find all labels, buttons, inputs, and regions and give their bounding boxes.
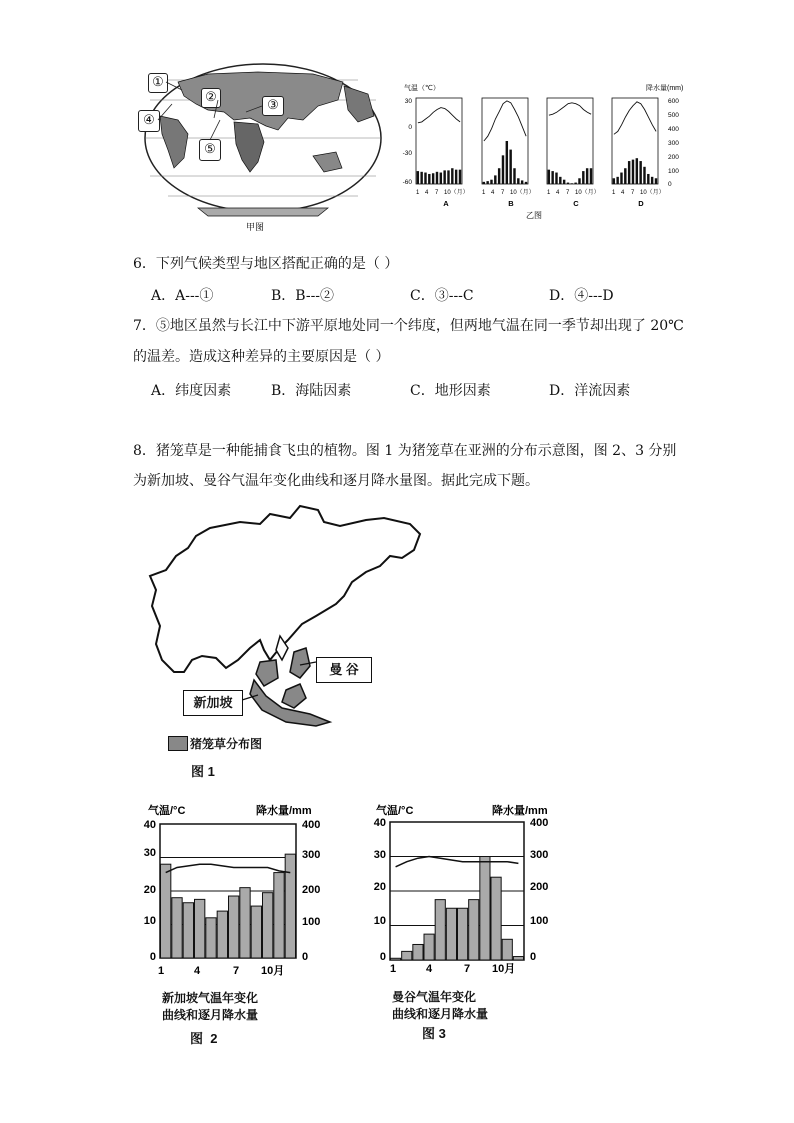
fig2-month-tick: 7: [233, 965, 240, 977]
precip-bar: [285, 854, 295, 958]
precip-bar: [413, 944, 423, 960]
fig2-month-tick: 1: [158, 965, 165, 977]
singapore-climate-chart: [140, 800, 340, 980]
fig2-precip-tick: 300: [302, 849, 321, 861]
legend-swatch: [168, 736, 188, 751]
yi-precip-bar: [559, 177, 561, 184]
yi-precip-tick: 200: [668, 154, 679, 161]
bangkok-climate-chart: [368, 800, 568, 980]
yi-precip-bar: [490, 180, 492, 184]
yi-month-tick: 1: [547, 190, 551, 196]
fig2-temp-tick: 10: [143, 915, 156, 927]
yi-precip-bar: [613, 178, 615, 184]
yi-precip-bar: [498, 168, 500, 184]
fig2-temp-tick: 20: [143, 884, 156, 896]
yi-precip-bar: [586, 168, 588, 184]
fig3-caption: 图 3: [422, 1026, 446, 1041]
q7-stem-line2: 的温差。造成这种差异的主要原因是（ ）: [133, 349, 390, 365]
precip-bar: [480, 857, 490, 961]
fig2-right-label: 降水量/mm: [256, 805, 312, 817]
yi-precip-bar: [551, 171, 553, 184]
yi-month-tick: 10（月）: [444, 190, 469, 196]
precip-bar: [458, 908, 468, 960]
fig3-temp-tick: 0: [379, 951, 386, 963]
precip-bar: [183, 903, 193, 958]
precip-bar: [240, 888, 250, 958]
fig2-left-label: 气温/°C: [148, 805, 186, 817]
yi-precip-bar: [483, 182, 485, 184]
yi-precip-bar: [655, 178, 657, 184]
fig2-caption: 图 2: [190, 1031, 218, 1046]
marker-4: ④: [138, 110, 160, 132]
fig2-precip-tick: 0: [302, 951, 309, 963]
fig2-precip-tick: 400: [302, 819, 321, 831]
yi-panel-frame: [482, 98, 528, 184]
precip-bar: [206, 918, 216, 958]
climate-charts-yi: [398, 80, 690, 220]
fig2-precip-tick: 100: [302, 916, 321, 928]
q6-option-b[interactable]: B．B---②: [271, 288, 335, 304]
fig3-right-label: 降水量/mm: [492, 805, 548, 817]
yi-temp-tick: -60: [402, 179, 412, 186]
yi-panel-label-a: A: [443, 199, 449, 208]
q6-option-d[interactable]: D．④---D: [549, 288, 614, 304]
yi-precip-bar: [502, 155, 504, 184]
q7-option-c[interactable]: C．地形因素: [410, 383, 491, 399]
yi-precip-bar: [578, 178, 580, 184]
q7-stem-line1: 7．⑤地区虽然与长江中下游平原地处同一个纬度，但两地气温在同一季节却出现了 20℃: [133, 318, 684, 334]
precip-bar: [229, 896, 239, 958]
fig3-title-line1: 曼谷气温年变化: [392, 990, 477, 1004]
q7-option-a[interactable]: A．纬度因素: [151, 383, 232, 399]
yi-precip-bar: [525, 182, 527, 184]
fig3-temp-tick: 20: [373, 881, 386, 893]
fig2-month-tick: 4: [194, 965, 201, 977]
precip-bar: [274, 873, 284, 958]
yi-precip-bar: [447, 170, 449, 184]
yi-month-tick: 7: [631, 190, 635, 196]
yi-precip-bar: [509, 150, 511, 184]
fig2-temp-tick: 30: [143, 847, 156, 859]
yi-precip-bar: [420, 172, 422, 184]
yi-precip-bar: [620, 173, 622, 184]
yi-precip-bar: [417, 171, 419, 184]
yi-precip-bar: [628, 161, 630, 184]
yi-precip-tick: 0: [668, 181, 672, 188]
fig2-temp-tick: 0: [149, 951, 156, 963]
yi-precip-bar: [436, 172, 438, 184]
yi-right-axis-label: 降水量(mm): [646, 85, 684, 92]
fig3-title-line2: 曲线和逐月降水量: [392, 1007, 489, 1021]
precip-bar: [217, 911, 227, 958]
fig3-temp-tick: 40: [373, 817, 386, 829]
yi-month-tick: 7: [435, 190, 439, 196]
yi-precip-bar: [639, 161, 641, 184]
marker-leaders: [138, 60, 388, 232]
yi-precip-bar: [451, 168, 453, 184]
yi-precip-bar: [590, 168, 592, 184]
fig2-month-tick: 10月: [261, 965, 285, 977]
precip-bar: [251, 906, 261, 958]
yi-precip-bar: [521, 180, 523, 184]
yi-left-axis-label: 气温（℃）: [404, 85, 440, 92]
fig2-title-line2: 曲线和逐月降水量: [162, 1008, 259, 1022]
yi-month-tick: 4: [621, 190, 625, 196]
marker-2: ②: [201, 88, 221, 108]
precip-bar: [172, 898, 182, 958]
yi-precip-bar: [647, 174, 649, 184]
yi-precip-bar: [651, 177, 653, 184]
precip-bar: [391, 958, 401, 960]
fig3-month-tick: 1: [390, 963, 397, 975]
yi-precip-bar: [428, 174, 430, 184]
yi-precip-bar: [455, 170, 457, 184]
yi-month-tick: 10（月）: [575, 190, 600, 196]
fig1-caption: 图 1: [191, 764, 215, 779]
yi-panel-label-c: C: [573, 199, 579, 208]
map-caption: 甲图: [246, 222, 265, 232]
fig3-temp-tick: 30: [373, 849, 386, 861]
yi-precip-bar: [443, 170, 445, 184]
yi-month-tick: 4: [556, 190, 560, 196]
fig3-precip-tick: 300: [530, 849, 549, 861]
marker-1: ①: [148, 73, 168, 93]
yi-panel-label-d: D: [638, 199, 644, 208]
fig3-month-tick: 4: [426, 963, 433, 975]
yi-precip-bar: [548, 170, 550, 184]
yi-month-tick: 1: [612, 190, 616, 196]
fig3-month-tick: 10月: [492, 963, 516, 975]
precip-bar: [446, 908, 456, 960]
yi-precip-bar: [582, 171, 584, 184]
yi-month-tick: 4: [425, 190, 429, 196]
yi-precip-bar: [574, 183, 576, 184]
fig2-precip-tick: 200: [302, 884, 321, 896]
yi-precip-tick: 300: [668, 140, 679, 147]
legend-label: 猪笼草分布图: [190, 737, 263, 751]
label-bangkok: 曼 谷: [316, 657, 372, 683]
yi-temp-tick: 30: [404, 98, 412, 105]
fig3-left-label: 气温/°C: [376, 805, 414, 817]
yi-precip-tick: 600: [668, 98, 679, 105]
yi-precip-bar: [616, 177, 618, 184]
fig2-title-line1: 新加坡气温年变化: [162, 991, 259, 1005]
yi-precip-bar: [486, 181, 488, 184]
precip-bar: [195, 899, 205, 958]
fig3-temp-tick: 10: [373, 915, 386, 927]
yi-month-tick: 7: [501, 190, 505, 196]
yi-month-tick: 1: [416, 190, 420, 196]
q7-option-b[interactable]: B．海陆因素: [271, 383, 352, 399]
precip-bar: [513, 957, 523, 960]
precip-bar: [161, 864, 171, 958]
fig2-temp-tick: 40: [143, 819, 156, 831]
fig3-precip-tick: 200: [530, 881, 549, 893]
yi-precip-bar: [632, 160, 634, 184]
fig3-precip-tick: 400: [530, 817, 549, 829]
yi-temp-tick: -30: [402, 150, 412, 157]
yi-panel-frame: [612, 98, 658, 184]
precip-bar: [263, 893, 273, 958]
precip-bar: [435, 900, 445, 960]
yi-precip-bar: [636, 158, 638, 184]
yi-caption: 乙图: [526, 211, 542, 220]
precip-bar: [502, 939, 512, 960]
fig3-precip-tick: 100: [530, 915, 549, 927]
yi-precip-bar: [517, 178, 519, 184]
borneo-region: [282, 684, 306, 708]
yi-precip-bar: [459, 170, 461, 184]
yi-temp-tick: 0: [408, 124, 412, 131]
q7-option-d[interactable]: D．洋流因素: [549, 383, 631, 399]
label-singapore: 新加坡: [183, 690, 243, 716]
yi-month-tick: 10（月）: [510, 190, 535, 196]
indochina-region: [256, 660, 278, 686]
yi-precip-bar: [513, 168, 515, 184]
marker-5: ⑤: [199, 139, 221, 161]
yi-precip-tick: 100: [668, 168, 679, 175]
yi-precip-bar: [571, 183, 573, 184]
yi-month-tick: 4: [491, 190, 495, 196]
q6-option-c[interactable]: C．③---C: [410, 288, 474, 304]
q8-stem-line2: 为新加坡、曼谷气温年变化曲线和逐月降水量图。据此完成下题。: [133, 473, 539, 489]
yi-panel-label-b: B: [508, 199, 514, 208]
fig3-precip-tick: 0: [530, 951, 537, 963]
yi-precip-bar: [432, 173, 434, 184]
precip-bar: [402, 951, 412, 960]
yi-precip-bar: [506, 141, 508, 184]
q6-option-a[interactable]: A．A---①: [151, 288, 214, 304]
yi-precip-tick: 500: [668, 112, 679, 119]
yi-precip-bar: [494, 175, 496, 184]
yi-month-tick: 1: [482, 190, 486, 196]
precip-bar: [491, 877, 501, 960]
q8-stem-line1: 8．猪笼草是一种能捕食飞虫的植物。图 1 为猪笼草在亚洲的分布示意图，图 2、3 分别: [133, 443, 677, 459]
yi-precip-bar: [643, 167, 645, 184]
yi-precip-tick: 400: [668, 126, 679, 133]
yi-precip-bar: [624, 168, 626, 184]
fig3-month-tick: 7: [464, 963, 471, 975]
precip-bar: [469, 900, 479, 960]
q6-stem: 6．下列气候类型与地区搭配正确的是（ ）: [133, 256, 399, 272]
yi-month-tick: 10（月）: [640, 190, 665, 196]
yi-precip-bar: [567, 183, 569, 184]
yi-precip-bar: [555, 173, 557, 184]
yi-precip-bar: [563, 180, 565, 184]
philippines-region: [290, 648, 310, 678]
marker-3: ③: [262, 96, 284, 116]
precip-bar: [424, 934, 434, 960]
yi-month-tick: 7: [566, 190, 570, 196]
yi-precip-bar: [440, 173, 442, 184]
yi-precip-bar: [424, 173, 426, 184]
